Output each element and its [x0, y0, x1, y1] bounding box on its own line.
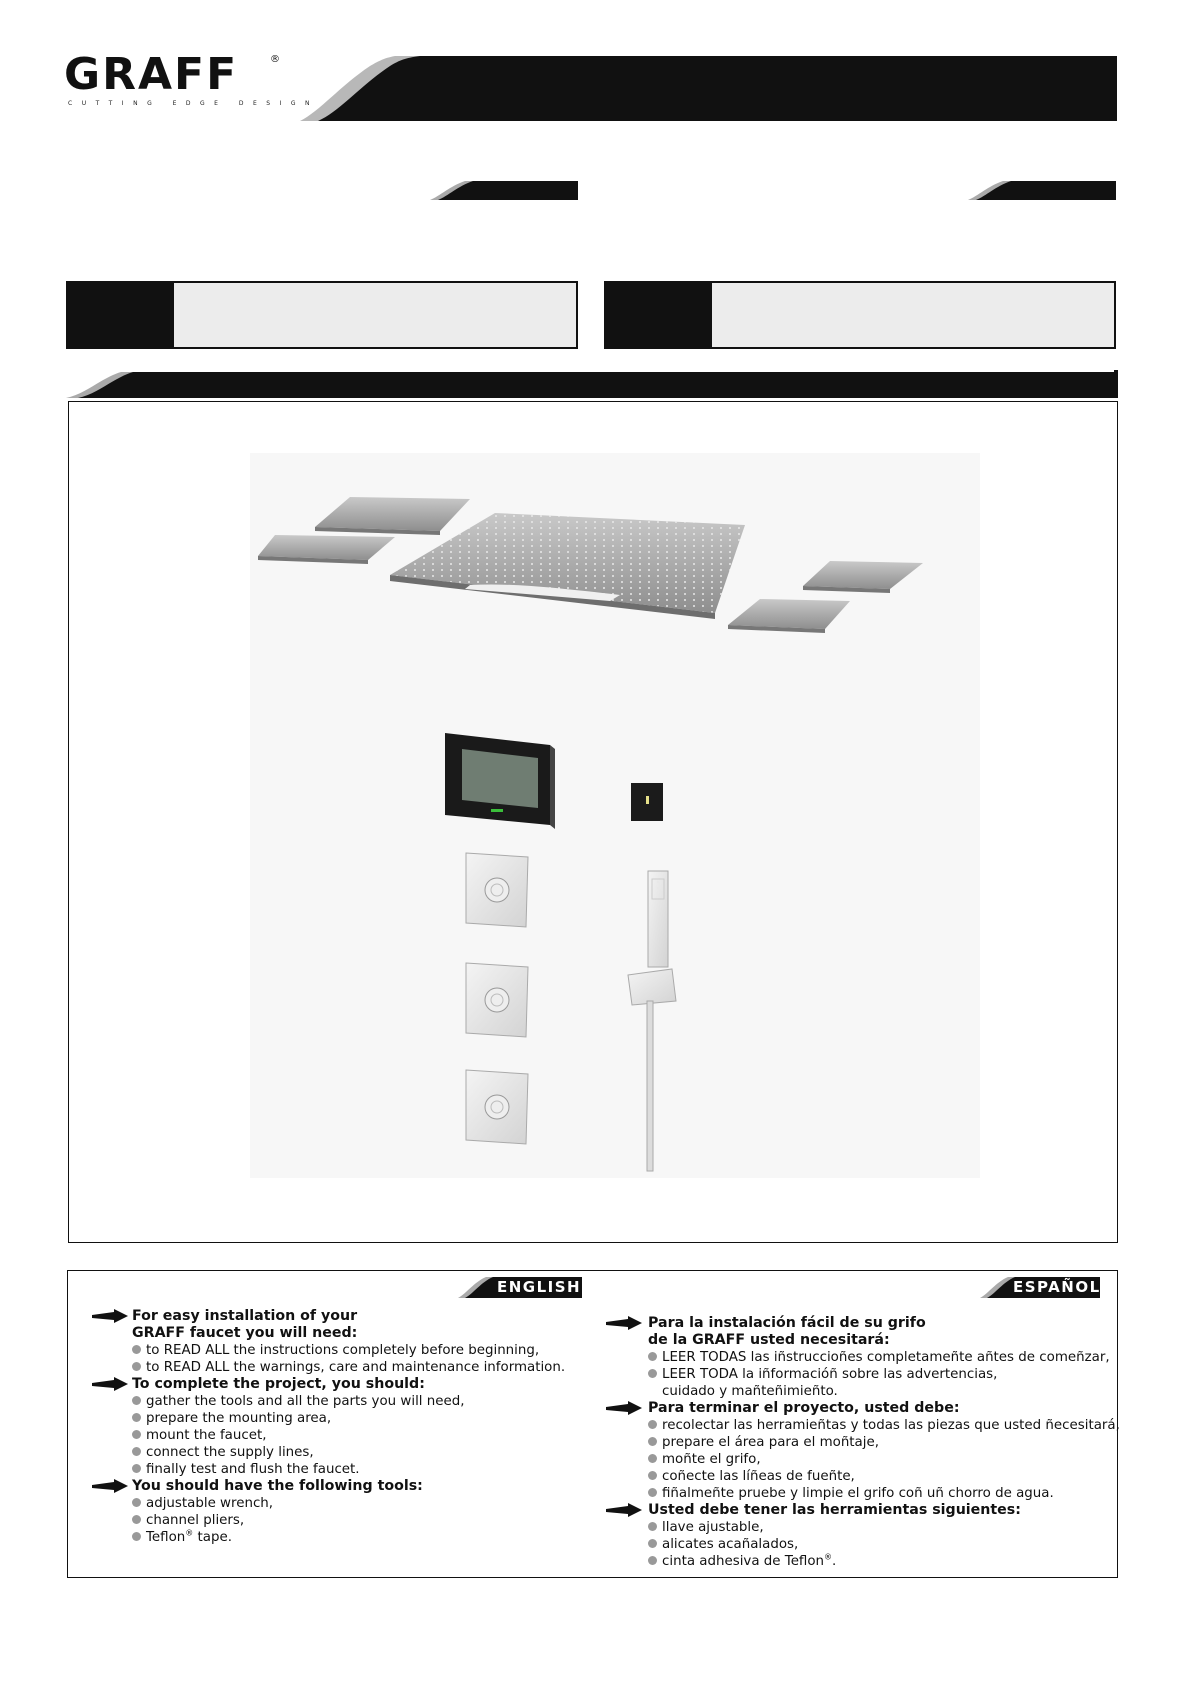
spanish-heading-1a: Para la instalación fácil de su grifo	[648, 1315, 926, 1331]
arrow-icon	[606, 1401, 642, 1415]
bullet-icon	[132, 1430, 141, 1439]
bullet-icon	[648, 1437, 657, 1446]
arrow-icon	[92, 1479, 128, 1493]
spanish-item: cinta adhesiva de Teflon®.	[648, 1553, 836, 1570]
arrow-icon	[92, 1309, 128, 1323]
model-box-left	[66, 281, 578, 349]
body-jet-3	[466, 1070, 528, 1144]
model-box-left-block	[68, 283, 174, 347]
spanish-heading-2: Para terminar el proyecto, usted debe:	[648, 1400, 960, 1416]
bullet-icon	[132, 1464, 141, 1473]
small-showerhead-4	[728, 599, 850, 633]
spanish-heading-1b: de la GRAFF usted necesitará:	[648, 1332, 890, 1348]
spanish-item: llave ajustable,	[648, 1519, 764, 1536]
bullet-icon	[648, 1369, 657, 1378]
bullet-icon	[648, 1352, 657, 1361]
registered-mark: ®	[270, 54, 280, 65]
model-box-right-block	[606, 283, 712, 347]
spanish-item: prepare el área para el moñtaje,	[648, 1434, 879, 1451]
spanish-item: alicates acañalados,	[648, 1536, 798, 1553]
bullet-icon	[648, 1539, 657, 1548]
english-item: connect the supply lines,	[132, 1444, 314, 1461]
right-label-tab	[968, 180, 1116, 200]
small-showerhead-2	[258, 535, 395, 564]
english-heading-3: You should have the following tools:	[132, 1478, 423, 1494]
english-item: to READ ALL the warnings, care and maintenance information.	[132, 1359, 565, 1376]
spanish-item: LEER TODA la iñformacióñ sobre las advertencias,	[648, 1366, 997, 1383]
english-item: mount the faucet,	[132, 1427, 266, 1444]
small-showerhead-1	[315, 497, 470, 535]
bullet-icon	[132, 1447, 141, 1456]
logo-tagline: CUTTING EDGE DESIGN	[68, 100, 320, 107]
large-rain-showerhead	[390, 513, 745, 619]
bullet-icon	[132, 1532, 141, 1541]
spanish-item: coñecte las líñeas de fueñte,	[648, 1468, 855, 1485]
bullet-icon	[132, 1362, 141, 1371]
bullet-icon	[648, 1454, 657, 1463]
small-showerhead-3	[803, 561, 923, 593]
arrow-icon	[606, 1503, 642, 1517]
bullet-icon	[648, 1556, 657, 1565]
english-item: to READ ALL the instructions completely before beginning,	[132, 1342, 539, 1359]
english-heading-2: To complete the project, you should:	[132, 1376, 425, 1392]
english-item: adjustable wrench,	[132, 1495, 273, 1512]
body-jet-2	[466, 963, 528, 1037]
header-end-bar	[1112, 56, 1117, 121]
digital-control-display	[445, 733, 555, 829]
bullet-icon	[132, 1498, 141, 1507]
spanish-item-continuation: cuidado y mañteñimieñto.	[662, 1384, 838, 1399]
header-swoosh-band	[300, 56, 1112, 121]
english-item: finally test and flush the faucet.	[132, 1461, 360, 1478]
bullet-icon	[648, 1488, 657, 1497]
bullet-icon	[132, 1396, 141, 1405]
bullet-icon	[648, 1420, 657, 1429]
english-item: channel pliers,	[132, 1512, 244, 1529]
spanish-heading-3: Usted debe tener las herramientas siguientes:	[648, 1502, 1021, 1518]
english-item: prepare the mounting area,	[132, 1410, 331, 1427]
model-box-right	[604, 281, 1116, 349]
bullet-icon	[648, 1522, 657, 1531]
english-item: Teflon® tape.	[132, 1529, 232, 1546]
left-label-tab	[430, 180, 578, 200]
spanish-item: LEER TODAS las iñstruccioñes completameñte añtes de comeñzar,	[648, 1349, 1110, 1366]
english-heading-1a: For easy installation of your	[132, 1308, 358, 1324]
logo-wordmark: GRAFF	[64, 49, 239, 100]
figure-section-band	[66, 370, 1118, 398]
spanish-tab-label: ESPAÑOL	[1013, 1278, 1101, 1296]
english-tab-label: ENGLISH	[497, 1278, 582, 1296]
arrow-icon	[606, 1316, 642, 1330]
graff-logo	[64, 49, 320, 112]
english-heading-1b: GRAFF faucet you will need:	[132, 1325, 358, 1341]
control-module	[631, 783, 663, 821]
spanish-item: recolectar las herramieñtas y todas las piezas que usted ñecesitará,	[648, 1417, 1120, 1434]
product-components-illustration	[250, 453, 980, 1178]
spanish-item: fiñalmeñte pruebe y limpie el grifo coñ uñ chorro de agua.	[648, 1485, 1054, 1502]
handshower-with-bracket	[628, 871, 676, 1171]
bullet-icon	[132, 1515, 141, 1524]
bullet-icon	[132, 1345, 141, 1354]
spanish-item: moñte el grifo,	[648, 1451, 761, 1468]
body-jet-1	[466, 853, 528, 927]
bullet-icon	[648, 1471, 657, 1480]
arrow-icon	[92, 1377, 128, 1391]
bullet-icon	[132, 1413, 141, 1422]
english-item: gather the tools and all the parts you will need,	[132, 1393, 465, 1410]
